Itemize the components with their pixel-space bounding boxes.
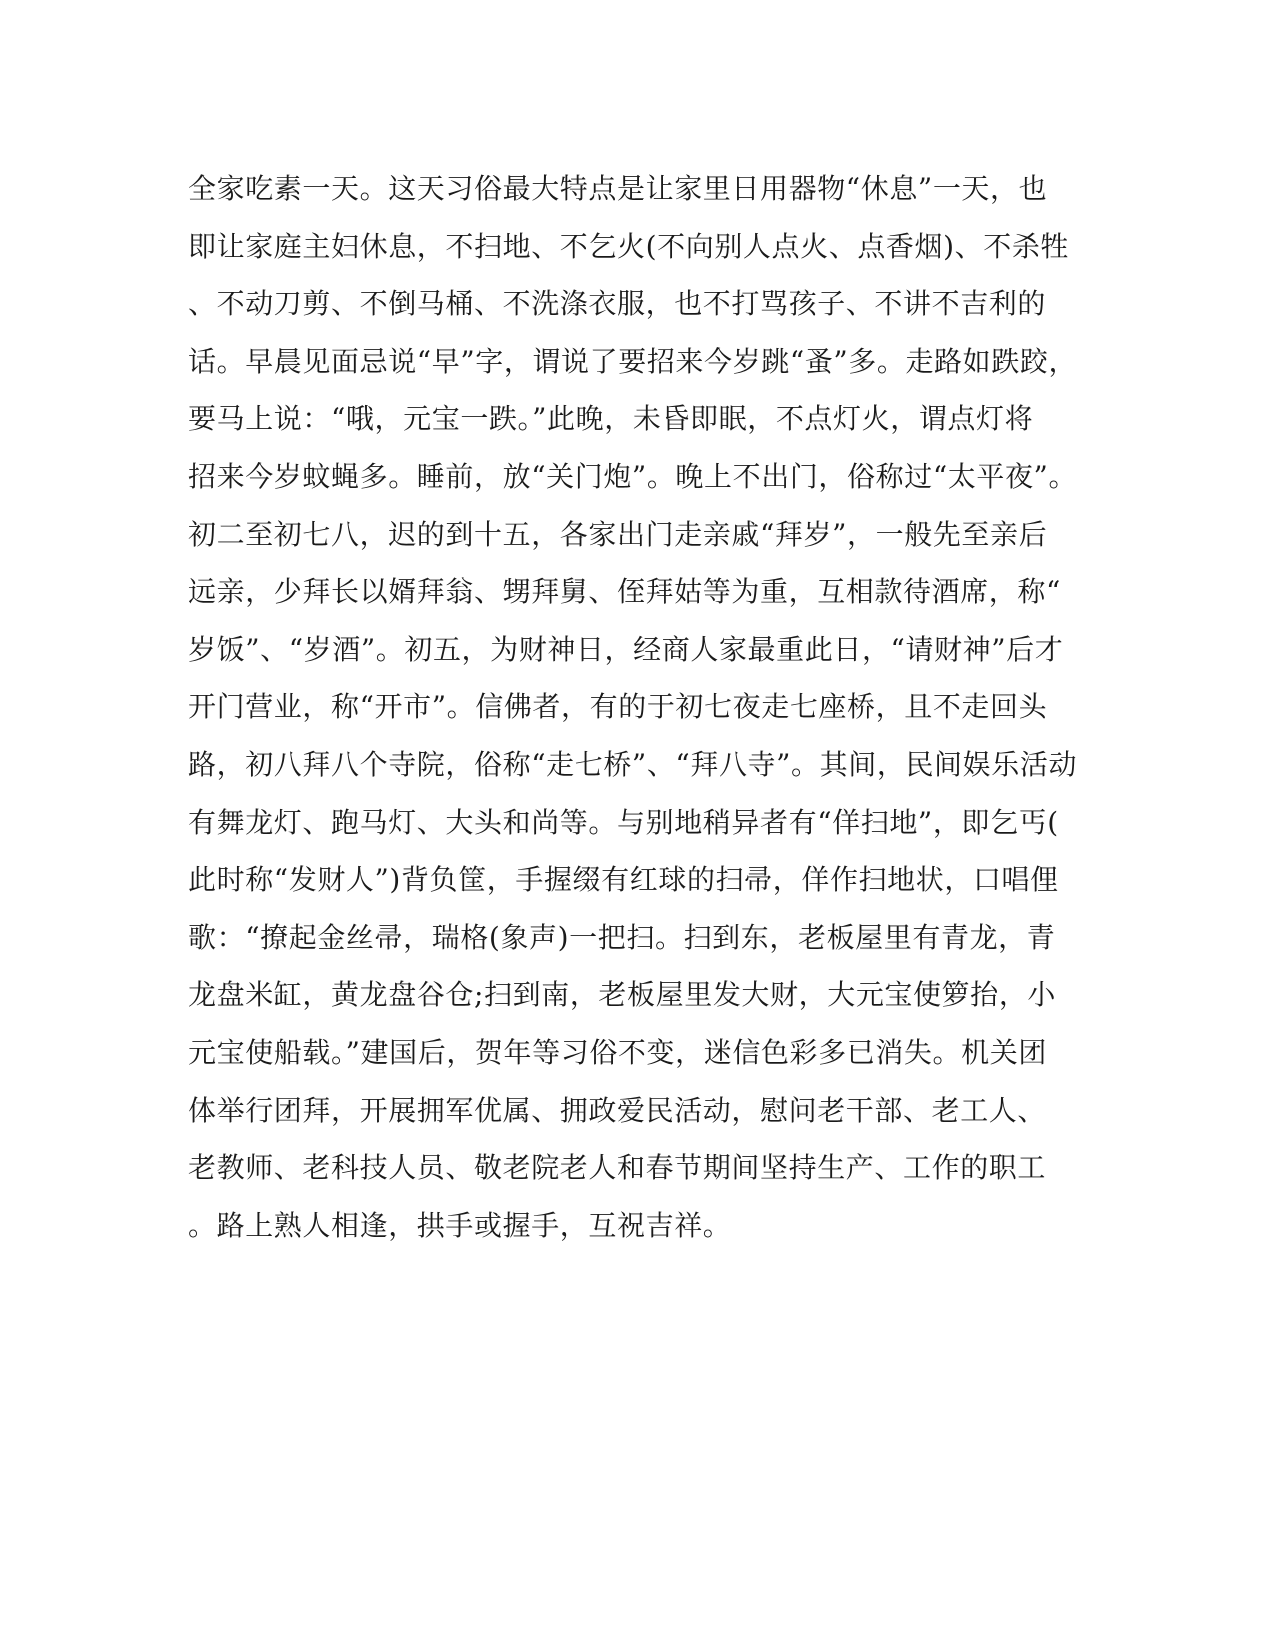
text-line: 远亲，少拜长以婿拜翁、甥拜舅、侄拜姑等为重，互相款待酒席，称“ xyxy=(188,575,1061,609)
text-line: 话。早晨见面忌说“早”字，谓说了要招来今岁跳“蚤”多。走路如跌跤， xyxy=(188,344,1078,378)
text-line: 、不动刀剪、不倒马桶、不洗涤衣服，也不打骂孩子、不讲不吉利的 xyxy=(188,287,1047,321)
text-line: 即让家庭主妇休息，不扫地、不乞火(不向别人点火、点香烟)、不杀牲 xyxy=(188,229,1070,263)
text-line: 体举行团拜，开展拥军优属、拥政爱民活动，慰问老干部、老工人、 xyxy=(188,1093,1047,1127)
text-line: 歌：“撩起金丝帚，瑞格(象声)一把扫。扫到东，老板屋里有青龙，青 xyxy=(188,920,1056,954)
text-line: 龙盘米缸，黄龙盘谷仓;扫到南，老板屋里发大财，大元宝使箩抬，小 xyxy=(188,978,1057,1012)
text-line: 元宝使船载。”建国后，贺年等习俗不变，迷信色彩多已消失。机关团 xyxy=(188,1035,1047,1069)
text-line: 路，初八拜八个寺院，俗称“走七桥”、“拜八寺”。其间，民间娱乐活动 xyxy=(188,747,1078,781)
text-line: 此时称“发财人”)背负筐，手握缀有红球的扫帚，佯作扫地状，口唱俚 xyxy=(188,863,1059,897)
text-line: 要马上说：“哦，元宝一跌。”此晚，未昏即眠，不点灯火，谓点灯将 xyxy=(188,402,1034,436)
body-paragraph xyxy=(188,160,1088,1254)
text-line: 有舞龙灯、跑马灯、大头和尚等。与别地稍异者有“佯扫地”，即乞丐( xyxy=(188,805,1059,839)
text-line: 老教师、老科技人员、敬老院老人和春节期间坚持生产、工作的职工 xyxy=(188,1151,1047,1185)
text-line: 招来今岁蚊蝇多。睡前，放“关门炮”。晚上不出门，俗称过“太平夜”。 xyxy=(188,459,1078,493)
text-line: 全家吃素一天。这天习俗最大特点是让家里日用器物“休息”一天，也 xyxy=(188,172,1048,205)
text-line: 初二至初七八，迟的到十五，各家出门走亲戚“拜岁”，一般先至亲后 xyxy=(188,517,1048,551)
text-line: 开门营业，称“开市”。信佛者，有的于初七夜走七座桥，且不走回头 xyxy=(188,690,1048,724)
text-line: 。路上熟人相逢，拱手或握手，互祝吉祥。 xyxy=(188,1208,732,1242)
text-line: 岁饭”、“岁酒”。初五，为财神日，经商人家最重此日，“请财神”后才 xyxy=(188,632,1064,666)
